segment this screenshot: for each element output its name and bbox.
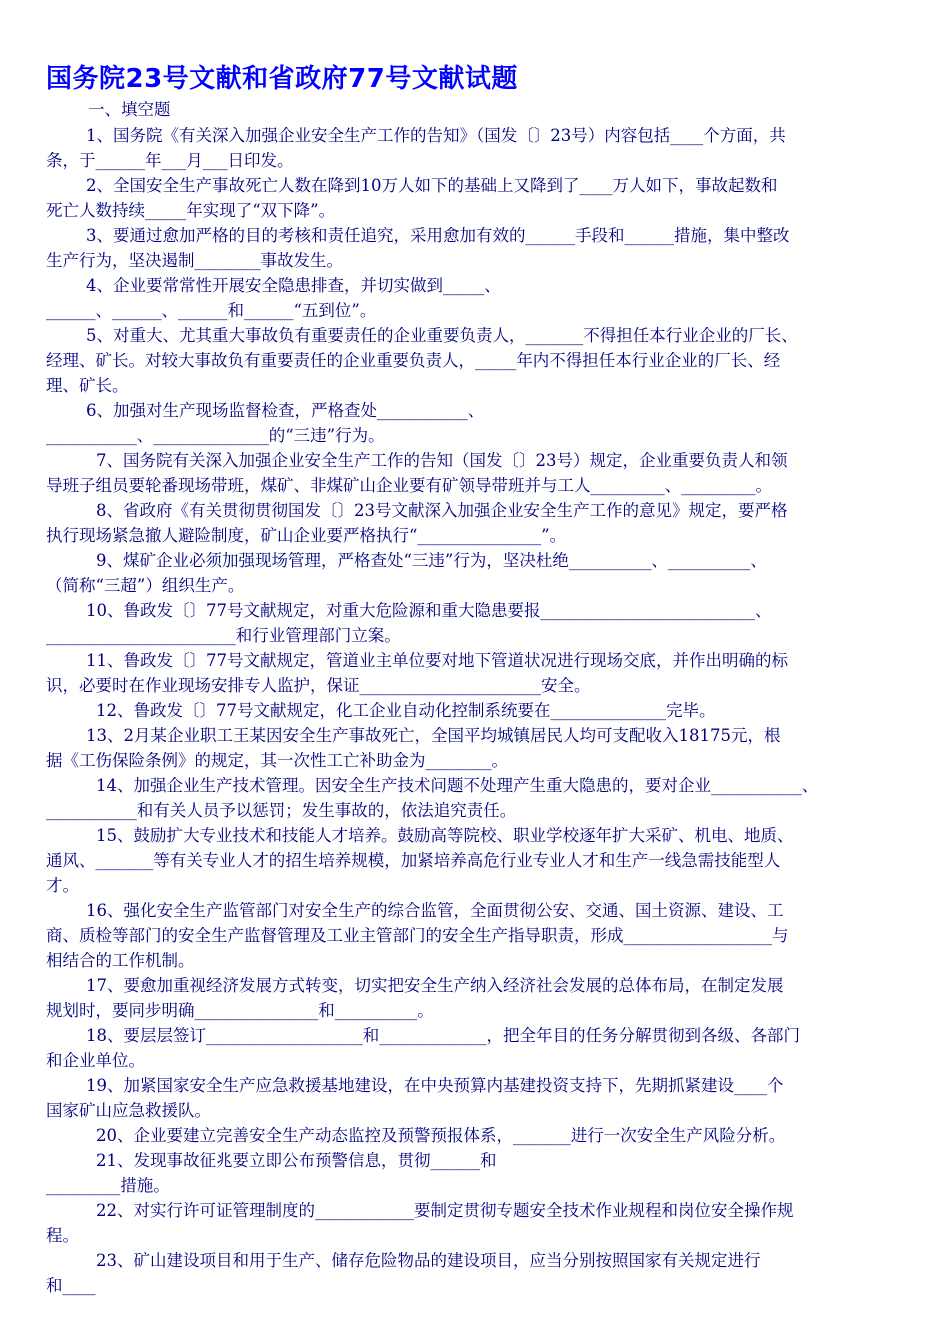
question-line: 生产行为，坚决遏制________事故发生。 bbox=[46, 251, 343, 270]
question-line: 规划时，要同步明确_______________和__________。 bbox=[46, 1001, 434, 1020]
question-line: 1、国务院《有关深入加强企业安全生产工作的告知》（国发〔〕23号）内容包括____个方面，共 bbox=[86, 126, 786, 145]
question-line: 导班子组员要轮番现场带班，煤矿、非煤矿山企业要有矿领导带班并与工人_________、_________。 bbox=[46, 476, 772, 495]
question-line: 8、省政府《有关贯彻贯彻国发〔〕23号文献深入加强企业安全生产工作的意见》规定，要严格 bbox=[96, 501, 788, 520]
question-line: 6、加强对生产现场监督检查，严格查处___________、 bbox=[86, 401, 485, 420]
document-title: 国务院23号文献和省政府77号文献试题 bbox=[46, 64, 518, 94]
question-line: 17、要愈加重视经济发展方式转变，切实把安全生产纳入经济社会发展的总体布局，在制定发展 bbox=[86, 976, 784, 995]
question-line: 和企业单位。 bbox=[46, 1051, 145, 1070]
question-line: 商、质检等部门的安全生产监督管理及工业主管部门的安全生产指导职责，形成__________________与 bbox=[46, 926, 789, 945]
question-line: 10、鲁政发〔〕77号文献规定，对重大危险源和重大隐患要报__________________________、 bbox=[86, 601, 772, 620]
question-line: 相结合的工作机制。 bbox=[46, 951, 195, 970]
question-line: 程。 bbox=[46, 1226, 79, 1245]
question-line: 执行现场紧急撤人避险制度，矿山企业要严格执行“_______________”。 bbox=[46, 526, 567, 545]
question-line: 2、全国安全生产事故死亡人数在降到10万人如下的基础上又降到了____万人如下，事故起数和 bbox=[86, 176, 778, 195]
question-line: 15、鼓励扩大专业技术和技能人才培养。鼓励高等院校、职业学校逐年扩大采矿、机电、地质、 bbox=[96, 826, 794, 845]
question-line: 5、对重大、尤其重大事故负有重要责任的企业重要负责人，_______不得担任本行业企业的厂长、 bbox=[86, 326, 798, 345]
question-line: 21、发现事故征兆要立即公布预警信息，贯彻______和 bbox=[96, 1151, 497, 1170]
question-line: 国家矿山应急救援队。 bbox=[46, 1101, 211, 1120]
question-line: 理、矿长。 bbox=[46, 376, 129, 395]
question-line: 12、鲁政发〔〕77号文献规定，化工企业自动化控制系统要在______________完毕。 bbox=[96, 701, 716, 720]
question-line: 20、企业要建立完善安全生产动态监控及预警预报体系，_______进行一次安全生产风险分析。 bbox=[96, 1126, 786, 1145]
question-line: 才。 bbox=[46, 876, 79, 895]
question-line: 和____ bbox=[46, 1276, 96, 1295]
question-line: ___________和有关人员予以惩罚；发生事故的，依法追究责任。 bbox=[46, 801, 517, 820]
question-line: 19、加紧国家安全生产应急救援基地建设，在中央预算内基建投资支持下，先期抓紧建设____个 bbox=[86, 1076, 784, 1095]
question-line: 23、矿山建设项目和用于生产、储存危险物品的建设项目，应当分别按照国家有关规定进行 bbox=[96, 1251, 761, 1270]
question-line: 识，必要时在作业现场安排专人监护，保证______________________安全。 bbox=[46, 676, 591, 695]
question-line: 18、要层层签订___________________和_____________，把全年目的任务分解贯彻到各级、各部门 bbox=[86, 1026, 800, 1045]
question-line: 22、对实行许可证管理制度的____________要制定贯彻专题安全技术作业规程和岗位安全操作规 bbox=[96, 1201, 794, 1220]
question-line: （简称“三超”）组织生产。 bbox=[46, 576, 245, 595]
question-line: 14、加强企业生产技术管理。因安全生产技术问题不处理产生重大隐患的，要对企业___________、 bbox=[96, 776, 819, 795]
question-line: 9、煤矿企业必须加强现场管理，严格查处“三违”行为，坚决杜绝__________、__________、 bbox=[96, 551, 767, 570]
question-line: _________措施。 bbox=[46, 1176, 170, 1195]
question-line: ___________、______________的“三违”行为。 bbox=[46, 426, 385, 445]
question-line: 据《工伤保险条例》的规定，其一次性工亡补助金为________。 bbox=[46, 751, 508, 770]
question-line: 11、鲁政发〔〕77号文献规定，管道业主单位要对地下管道状况进行现场交底，并作出明确的标 bbox=[86, 651, 788, 670]
question-line: 死亡人数持续_____年实现了“双下降”。 bbox=[46, 201, 336, 220]
question-line: 13、2月某企业职工王某因安全生产事故死亡，全国平均城镇居民人均可支配收入18175元，根 bbox=[86, 726, 781, 745]
section-heading: 一、填空题 bbox=[88, 100, 171, 119]
question-line: 经理、矿长。对较大事故负有重要责任的企业重要负责人，_____年内不得担任本行业企业的厂长、经 bbox=[46, 351, 781, 370]
question-line: 条，于______年___月___日印发。 bbox=[46, 151, 294, 170]
question-line: ______、______、______和______“五到位”。 bbox=[46, 301, 377, 320]
question-line: 3、要通过愈加严格的目的考核和责任追究，采用愈加有效的______手段和______措施，集中整改 bbox=[86, 226, 790, 245]
question-line: 16、强化安全生产监管部门对安全生产的综合监管，全面贯彻公安、交通、国土资源、建设、工 bbox=[86, 901, 784, 920]
question-line: _______________________和行业管理部门立案。 bbox=[46, 626, 401, 645]
question-line: 7、国务院有关深入加强企业安全生产工作的告知（国发〔〕23号）规定，企业重要负责人和领 bbox=[96, 451, 788, 470]
question-line: 4、企业要常常性开展安全隐患排查，并切实做到_____、 bbox=[86, 276, 501, 295]
question-line: 通风、_______等有关专业人才的招生培养规模，加紧培养高危行业专业人才和生产一线急需技能型人 bbox=[46, 851, 781, 870]
